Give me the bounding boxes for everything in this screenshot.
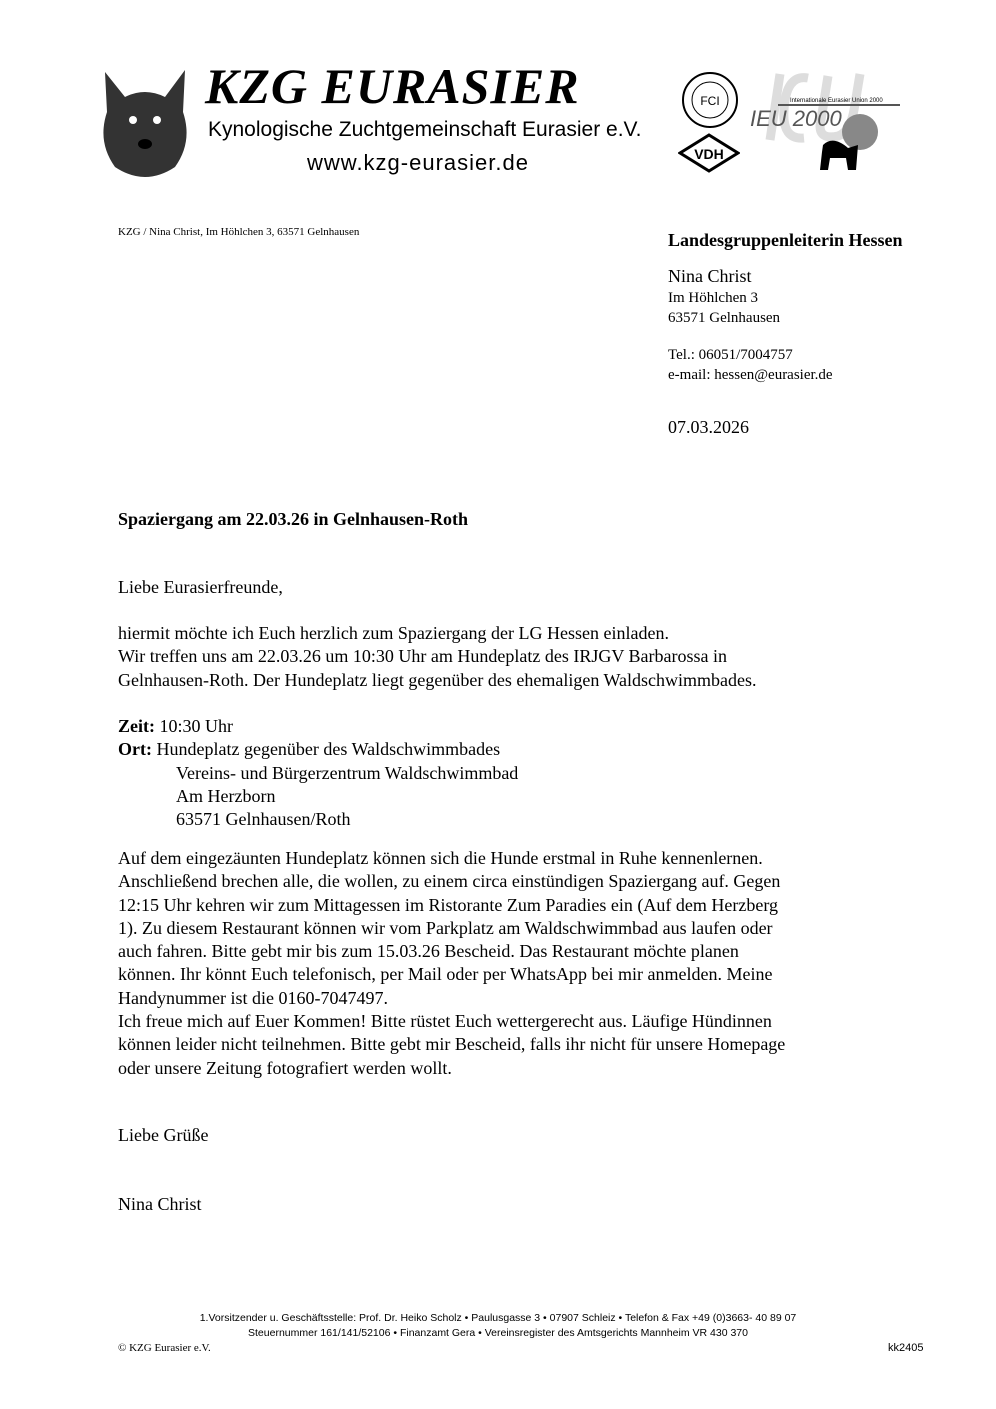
body-line: Ich freue mich auf Euer Kommen! Bitte rüstet Euch wettergerecht aus. Läufige Hündinnen [118, 1011, 772, 1032]
intro-line: Gelnhausen-Roth. Der Hundeplatz liegt gegenüber des ehemaligen Waldschwimmbades. [118, 669, 757, 690]
time-value: 10:30 Uhr [154, 716, 233, 736]
fci-text: FCI [700, 94, 720, 108]
footer-code: kk2405 [888, 1342, 924, 1354]
body-line: 1). Zu diesem Restaurant können wir vom Parkplatz am Waldschwimmbad aus laufen oder [118, 917, 773, 938]
contact-address [668, 288, 833, 385]
sender-line: KZG / Nina Christ, Im Höhlchen 3, 63571 Gelnhausen [118, 226, 360, 238]
footer-line-2: Steuernummer 161/141/52106 • Finanzamt Gera • Vereinsregister des Amtsgerichts Mannheim VR 430 370 [248, 1327, 748, 1339]
letter-date: 07.03.2026 [668, 417, 749, 437]
subject: Spaziergang am 22.03.26 in Gelnhausen-Roth [118, 509, 469, 529]
body-line: können. Ihr könnt Euch telefonisch, per Mail oder per WhatsApp bei mir anmelden. Meine [118, 964, 773, 985]
contact-city: 63571 Gelnhausen [668, 310, 781, 326]
address-line: Vereins- und Bürgerzentrum Waldschwimmbad [176, 762, 519, 783]
contact-role: Landesgruppenleiterin Hessen [668, 230, 903, 250]
body-line: Handynummer ist die 0160-7047497. [118, 987, 388, 1008]
closing: Liebe Grüße [118, 1125, 209, 1145]
footer-copyright: © KZG Eurasier e.V. [118, 1342, 211, 1354]
eurasier-dog-logo-icon [95, 62, 195, 184]
vdh-logo-icon [678, 133, 740, 173]
greeting: Liebe Eurasierfreunde, [118, 577, 283, 597]
contact-phone: Tel.: 06051/7004757 [668, 347, 793, 363]
ieu-caption: Internationale Eurasier Union 2000 [790, 98, 883, 104]
body-line: Auf dem eingezäunten Hundeplatz können sich die Hunde erstmal in Ruhe kennenlernen. [118, 848, 763, 868]
signature: Nina Christ [118, 1194, 202, 1214]
contact-email[interactable]: e-mail: hessen@eurasier.de [668, 367, 833, 383]
intro-line: hiermit möchte ich Euch herzlich zum Spaziergang der LG Hessen einladen. [118, 623, 669, 643]
logo-subtitle: Kynologische Zuchtgemeinschaft Eurasier e.V. [208, 118, 642, 141]
vdh-text: VDH [694, 146, 724, 162]
body-line: können leider nicht teilnehmen. Bitte gebt mir Bescheid, falls ihr nicht für unsere Homepage [118, 1034, 786, 1055]
body-line: auch fahren. Bitte gebt mir bis zum 15.03.26 Bescheid. Das Restaurant möchte planen [118, 941, 739, 962]
place-label: Ort: [118, 739, 152, 760]
intro-line: Wir treffen uns am 22.03.26 um 10:30 Uhr am Hundeplatz des IRJGV Barbarossa in [118, 646, 727, 667]
address-line: 63571 Gelnhausen/Roth [176, 809, 351, 830]
intro-paragraph [118, 622, 757, 692]
time-label: Zeit: [118, 716, 155, 736]
contact-street: Im Höhlchen 3 [668, 290, 758, 306]
body-line: Anschließend brechen alle, die wollen, zu einem circa einstündigen Spaziergang auf. Gegen [118, 871, 781, 892]
contact-name: Nina Christ [668, 266, 752, 286]
place-value: Hundeplatz gegenüber des Waldschwimmbades [151, 739, 501, 760]
body-line: oder unsere Zeitung fotografiert werden wollt. [118, 1057, 452, 1078]
event-details [118, 715, 518, 831]
fci-logo-icon [680, 70, 740, 130]
address-line: Am Herzborn [176, 785, 276, 806]
main-paragraph [118, 847, 785, 1080]
logo-title: KZG EURASIER [205, 58, 580, 114]
ieu-logo-icon [748, 70, 903, 175]
body-line: 12:15 Uhr kehren wir zum Mittagessen im Ristorante Zum Paradies ein (Auf dem Herzberg [118, 894, 778, 915]
footer-line-1: 1.Vorsitzender u. Geschäftsstelle: Prof. Dr. Heiko Scholz • Paulusgasse 3 • 07907 Schleiz • Telefon & Fax +49 (0)3663- 40 89 07 [199, 1312, 797, 1324]
ieu-text: IEU 2000 [750, 106, 842, 131]
logo-url: www.kzg-eurasier.de [307, 150, 529, 175]
